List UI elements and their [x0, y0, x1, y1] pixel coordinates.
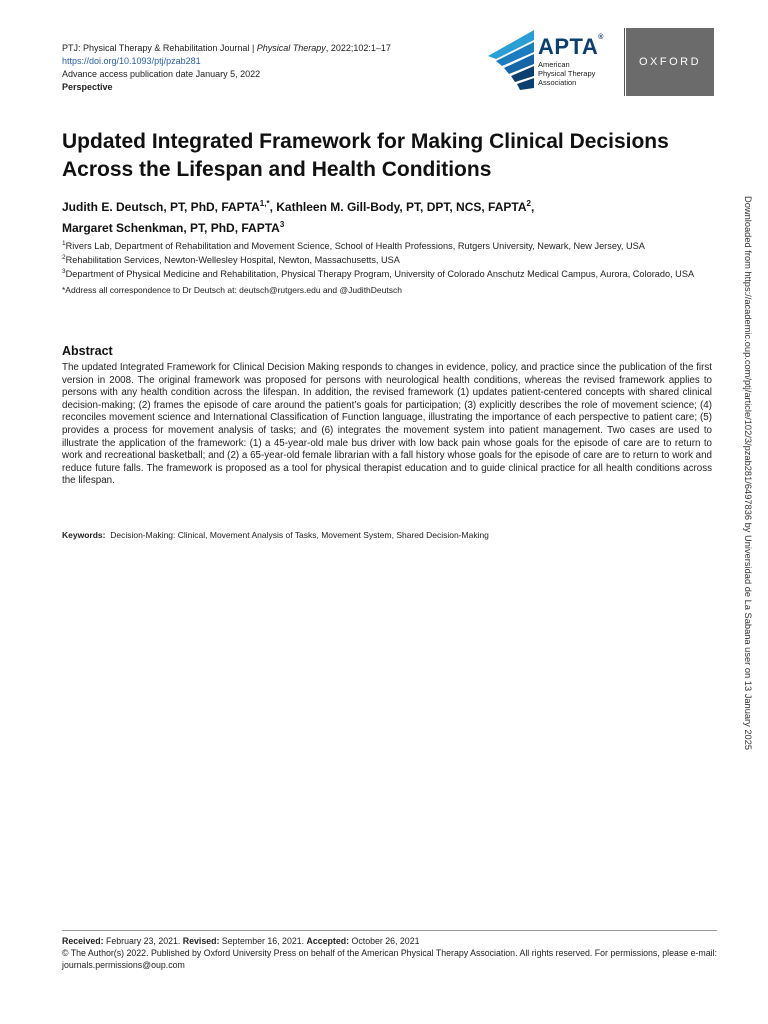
advance-access-date: Advance access publication date January 5, 2022 [62, 69, 261, 79]
journal-name: PTJ: Physical Therapy & Rehabilitation Journal [62, 43, 250, 53]
article-title: Updated Integrated Framework for Making Clinical Decisions Across the Lifespan and Health Conditions [62, 130, 669, 181]
author-2-affil: 2 [526, 199, 531, 208]
affiliation-3: $^3$Department of Physical Medicine and Rehabilitation, Physical Therapy Program, University of Colorado Anschutz Medical Campus, Aurora, Colorado, USA [62, 268, 695, 280]
affiliation-2: $^2$Rehabilitation Services, Newton-Wellesley Hospital, Newton, Massachusetts, USA [62, 254, 400, 266]
author-1-affil: 1,* [259, 199, 270, 208]
article-type: Perspective [62, 82, 113, 92]
download-side-note: Downloaded from https://academic.oup.com/ptj/article/102/3/pzab281/6497836 by Universidad de La Sabana user on 13 January 2025 [743, 196, 753, 751]
dates-line: Received: February 23, 2021. Revised: September 16, 2021. Accepted: October 26, 2021 [62, 936, 420, 946]
separator: | [249, 43, 257, 53]
author-3: Margaret Schenkman, PT, PhD, FAPTA [62, 221, 280, 235]
affiliation-1: $^1$Rivers Lab, Department of Rehabilitation and Movement Science, School of Health Professions, Rutgers University, Newark, New Jersey, USA [62, 240, 645, 252]
abstract-text: The updated Integrated Framework for Clinical Decision Making responds to changes in evidence, policy, and practice since the publication of the first version in 2008. The original framework was proposed for persons with neurological health conditions, whereas the revised framework applies to persons with any health condition across the lifespan. In addition, the revised framework (1) updates patient-centered concepts with shared clinical decision-making; (2) frames the episode of care around the patient’s goals for participation; (3) explicitly describes the role of movement science; (4) reconciles movement science and International Classification of Function language, illustrating the importance of each perspective to patient care; (5) provides a process for movement analysis of tasks; and (6) integrates the movement system into patient management. Two cases are used to illustrate the application of the framework: (1) a 45-year-old male bus driver with low back pain whose goals for the episode of care are to return to work and recreational basketball; and (2) a 65-year-old female librarian with a fall history whose goals for the episode of care are to return to work and reduce future falls. The framework is proposed as a tool for physical therapist education and to guide clinical practice for all health conditions across the lifespan. [62, 362, 712, 487]
oxford-logo: OXFORD [626, 28, 714, 96]
author-1: Judith E. Deutsch, PT, PhD, FAPTA [62, 200, 260, 214]
copyright-notice: © The Author(s) 2022. Published by Oxford University Press on behalf of the American Physical Therapy Association. All rights reserved. For permissions, please e-mail: journals.permissions@oup.com [62, 948, 717, 970]
author-3-affil: 3 [279, 220, 285, 229]
abstract-heading: Abstract [62, 344, 113, 358]
keywords-text: Decision-Making: Clinical, Movement Analysis of Tasks, Movement System, Shared Decision-Making [110, 530, 489, 540]
footer [62, 935, 722, 971]
publisher-logos [488, 28, 714, 96]
correspondence: *Address all correspondence to Dr Deutsch at: deutsch@rutgers.edu and @JudithDeutsch [62, 285, 402, 296]
journal-header [62, 42, 391, 94]
logo-divider [624, 28, 625, 96]
apta-wordmark: APTA® [538, 34, 604, 59]
apta-subtitle: American Physical Therapy Association [538, 60, 596, 87]
citation-line [62, 42, 391, 55]
citation-journal: Physical Therapy [256, 43, 326, 53]
citation-rest: , 2022;102:1–17 [325, 43, 391, 53]
apta-mark-icon [488, 28, 538, 96]
author-list: Judith E. Deutsch, PT, PhD, $FAPTA^{1,*}$, Kathleen M. Gill-Body, PT, DPT, NCS, FAPTA$^2$, Margaret Schenkman, PT, PhD, FAPTA$^3$ [62, 199, 535, 235]
author-2: , Kathleen M. Gill-Body, PT, DPT, NCS, FAPTA [269, 200, 527, 214]
affiliations [62, 238, 722, 296]
doi-link[interactable]: https://doi.org/10.1093/ptj/pzab281 [62, 56, 201, 66]
keywords [62, 530, 489, 540]
keywords-label: Keywords: [62, 530, 106, 540]
footer-divider [62, 930, 717, 931]
